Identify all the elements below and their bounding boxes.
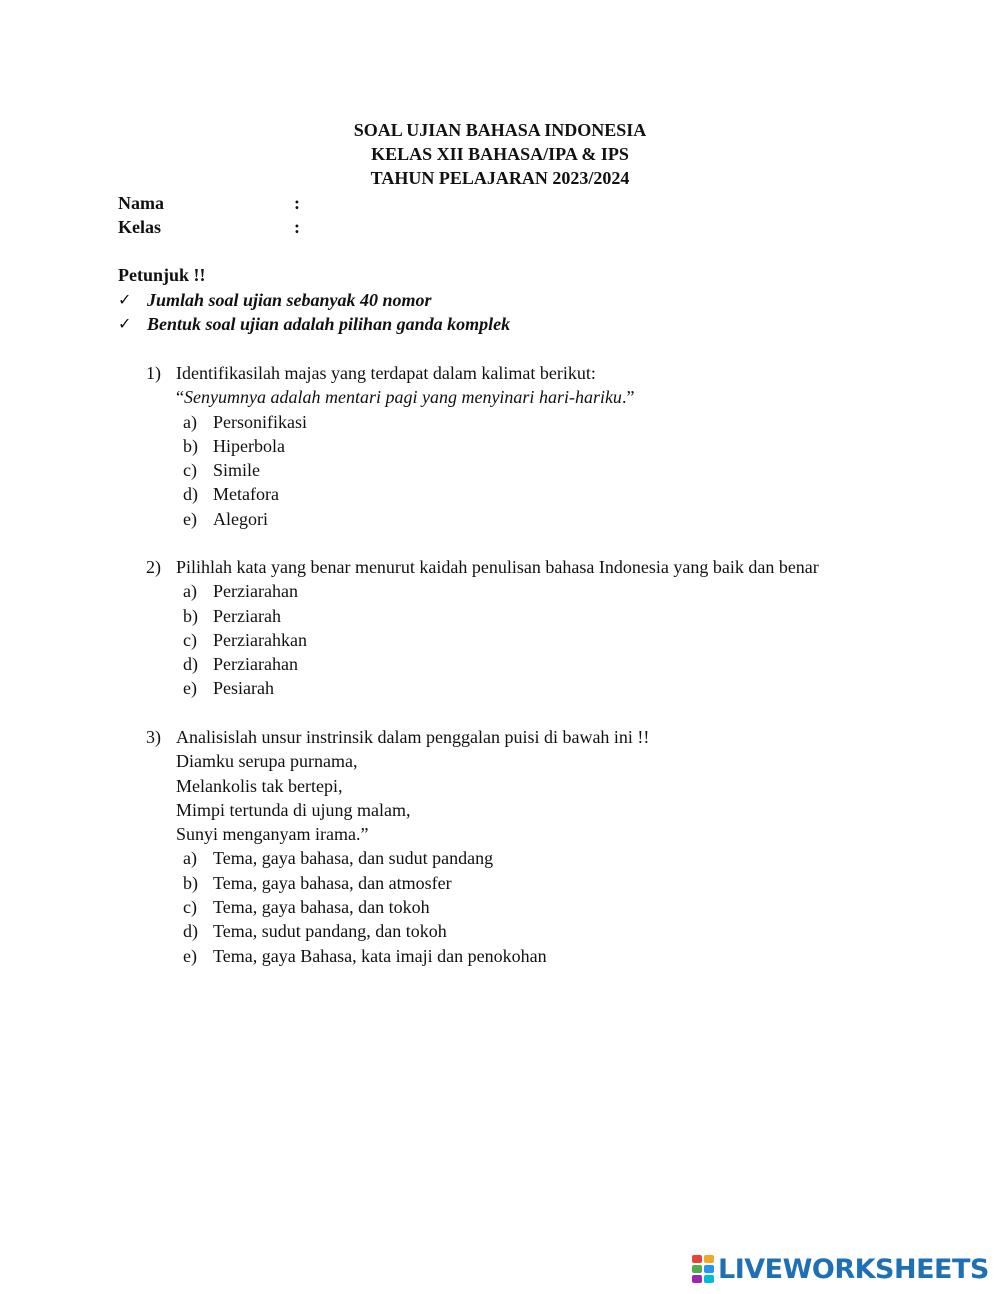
option-text: Hiperbola xyxy=(213,435,285,456)
option-label: d) xyxy=(183,921,198,942)
exam-title: SOAL UJIAN BAHASA INDONESIA xyxy=(353,120,647,140)
logo-block xyxy=(692,1255,702,1263)
kelas-label: Kelas xyxy=(118,217,161,237)
question-number: 3) xyxy=(146,727,161,747)
instruction-text: Bentuk soal ujian adalah pilihan ganda komplek xyxy=(147,314,511,334)
option-label: c) xyxy=(183,629,197,650)
option-b[interactable] xyxy=(176,871,906,895)
option-e[interactable] xyxy=(176,507,906,531)
instructions-title: Petunjuk !! xyxy=(118,265,206,285)
option-e[interactable] xyxy=(176,944,906,968)
poem-line: Melankolis tak bertepi, xyxy=(176,775,343,796)
nama-field xyxy=(118,191,300,215)
liveworksheets-logo-icon xyxy=(692,1255,714,1283)
option-label: b) xyxy=(183,435,198,456)
option-text: Tema, gaya bahasa, dan sudut pandang xyxy=(213,848,494,869)
option-d[interactable] xyxy=(176,652,906,676)
option-label: d) xyxy=(183,654,198,675)
option-label: b) xyxy=(183,605,198,626)
option-text: Tema, sudut pandang, dan tokoh xyxy=(213,921,447,942)
option-label: a) xyxy=(183,848,197,869)
question-stem: Pilihlah kata yang benar menurut kaidah penulisan bahasa Indonesia yang baik dan benar xyxy=(176,557,819,577)
liveworksheets-logo xyxy=(692,1252,989,1286)
option-text: Simile xyxy=(213,460,261,481)
option-text: Perziarahan xyxy=(213,581,298,602)
option-d[interactable] xyxy=(176,919,906,943)
option-text: Tema, gaya Bahasa, kata imaji dan penokohan xyxy=(213,945,547,966)
nama-label: Nama xyxy=(118,193,164,213)
question-number: 1) xyxy=(146,363,161,383)
option-c[interactable] xyxy=(176,458,906,482)
option-c[interactable] xyxy=(176,628,906,652)
option-d[interactable] xyxy=(176,482,906,506)
checkmark-icon: ✓ xyxy=(118,290,132,309)
poem-line: Mimpi tertunda di ujung malam, xyxy=(176,799,411,820)
option-label: e) xyxy=(183,945,197,966)
poem-line: Diamku serupa purnama, xyxy=(176,751,358,772)
option-a[interactable] xyxy=(176,410,906,434)
option-a[interactable] xyxy=(176,846,906,870)
logo-block xyxy=(692,1275,702,1283)
option-text: Tema, gaya bahasa, dan atmosfer xyxy=(213,872,452,893)
question-stem: Identifikasilah majas yang terdapat dalam kalimat berikut: xyxy=(176,363,596,383)
option-label: d) xyxy=(183,484,198,505)
checkmark-icon: ✓ xyxy=(118,314,132,333)
logo-block xyxy=(704,1255,714,1263)
option-label: e) xyxy=(183,678,197,699)
option-c[interactable] xyxy=(176,895,906,919)
option-b[interactable] xyxy=(176,434,906,458)
option-label: c) xyxy=(183,897,197,918)
option-label: c) xyxy=(183,460,197,481)
kelas-colon: : xyxy=(294,217,300,237)
option-label: b) xyxy=(183,872,198,893)
instruction-text: Jumlah soal ujian sebanyak 40 nomor xyxy=(147,290,432,310)
option-text: Perziarah xyxy=(213,605,281,626)
liveworksheets-brand: LIVEWORKSHEETS xyxy=(718,1253,989,1285)
option-text: Alegori xyxy=(213,508,268,529)
logo-block xyxy=(704,1275,714,1283)
question-stem: Analisislah unsur instrinsik dalam penggalan puisi di bawah ini !! xyxy=(176,727,650,747)
option-label: a) xyxy=(183,411,197,432)
option-text: Pesiarah xyxy=(213,678,274,699)
option-text: Personifikasi xyxy=(213,411,307,432)
option-label: a) xyxy=(183,581,197,602)
logo-block xyxy=(704,1265,714,1273)
option-text: Perziarahan xyxy=(213,654,298,675)
option-a[interactable] xyxy=(176,579,906,603)
exam-year: TAHUN PELAJARAN 2023/2024 xyxy=(370,168,630,188)
nama-colon: : xyxy=(294,193,300,213)
poem-line: Sunyi menganyam irama.” xyxy=(176,824,369,845)
option-text: Perziarahkan xyxy=(213,629,307,650)
option-label: e) xyxy=(183,508,197,529)
option-b[interactable] xyxy=(176,604,906,628)
question-quote: “Senyumnya adalah mentari pagi yang menyinari hari-hariku.” xyxy=(176,387,635,408)
exam-header xyxy=(0,118,1000,190)
option-text: Metafora xyxy=(213,484,279,505)
option-e[interactable] xyxy=(176,676,906,700)
question-number: 2) xyxy=(146,557,161,577)
exam-class: KELAS XII BAHASA/IPA & IPS xyxy=(371,144,629,164)
logo-block xyxy=(692,1265,702,1273)
option-text: Tema, gaya bahasa, dan tokoh xyxy=(213,897,430,918)
kelas-field xyxy=(118,215,300,239)
